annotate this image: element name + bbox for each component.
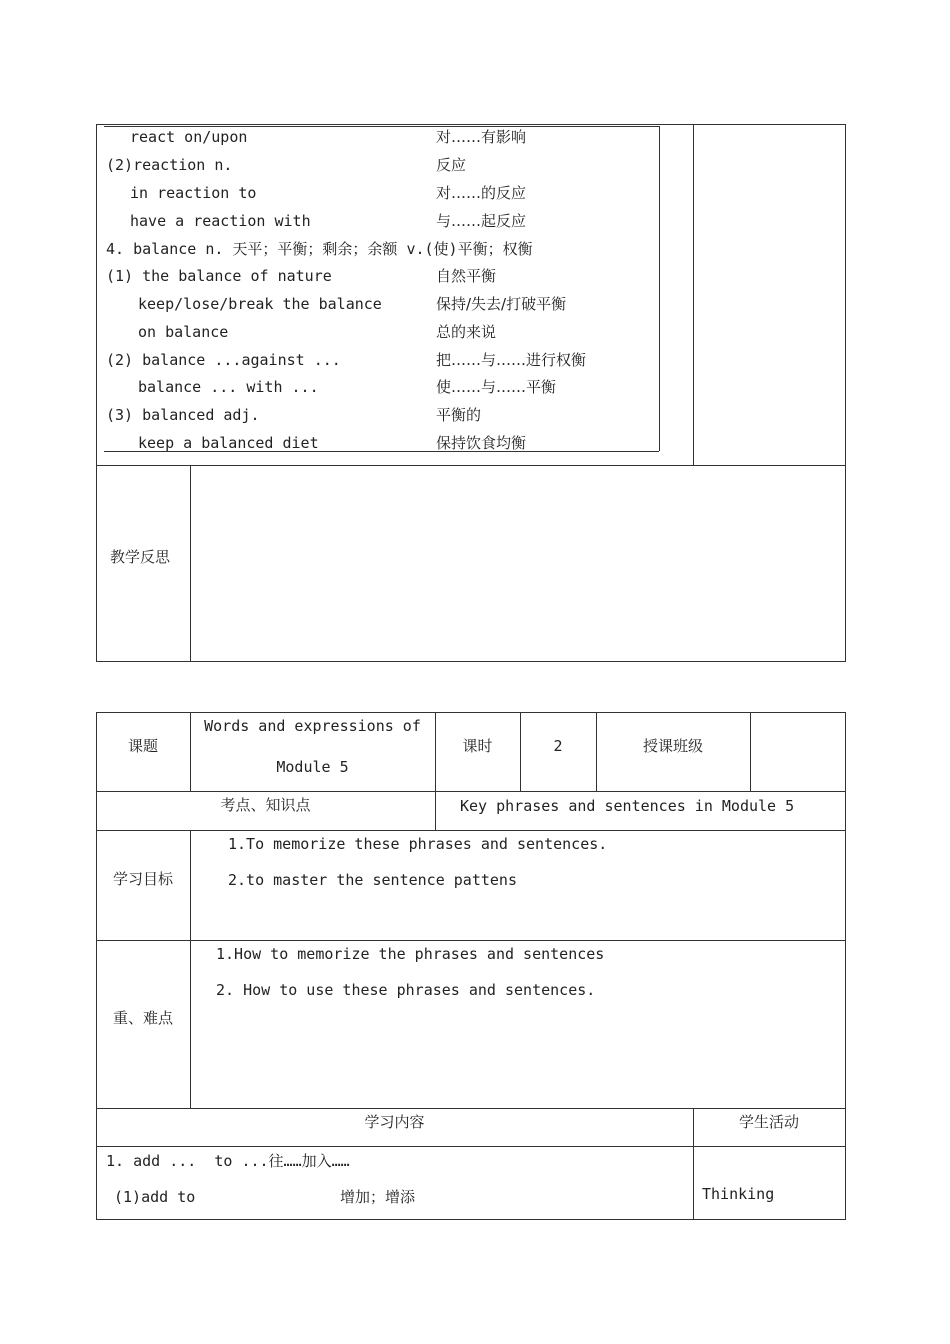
- content-line-1: 1. add ... to ...往……加入……: [106, 1152, 350, 1170]
- points-value: Key phrases and sentences in Module 5: [460, 797, 795, 815]
- vocab-zh-4: 与……起反应: [436, 212, 527, 230]
- vocab-en-12: keep a balanced diet: [138, 434, 319, 452]
- vocab-zh-8: 总的来说: [436, 323, 497, 341]
- content-header: 学习内容: [364, 1113, 425, 1131]
- vocab-zh-1: 对……有影响: [436, 128, 527, 146]
- vocab-zh-11: 平衡的: [436, 406, 482, 424]
- vocab-zh-10: 使……与……平衡: [436, 378, 557, 396]
- vocab-en-8: on balance: [138, 323, 229, 341]
- vocab-zh-7: 保持/失去/打破平衡: [436, 295, 567, 313]
- class-label: 授课班级: [642, 737, 703, 755]
- goal-item-2: 2.to master the sentence pattens: [228, 871, 517, 889]
- points-label: 考点、知识点: [220, 796, 311, 814]
- vocab-en-9: (2) balance ...against ...: [106, 351, 341, 369]
- goal-item-1: 1.To memorize these phrases and sentences.: [228, 835, 608, 853]
- goals-label: 学习目标: [112, 870, 173, 888]
- activity-header: 学生活动: [738, 1113, 799, 1131]
- activity-value: Thinking: [702, 1185, 775, 1203]
- content-line-2-zh: 增加；增添: [340, 1188, 416, 1206]
- reflection-label: 教学反思: [110, 548, 171, 566]
- topic-label: 课题: [127, 737, 158, 755]
- vocab-en-7: keep/lose/break the balance: [138, 295, 382, 313]
- vocab-zh-9: 把……与……进行权衡: [436, 351, 587, 369]
- period-value: 2: [553, 737, 563, 755]
- vocab-zh-12: 保持饮食均衡: [436, 434, 527, 452]
- vocab-en-3: in reaction to: [130, 184, 257, 202]
- content-line-2-en: (1)add to: [114, 1188, 196, 1206]
- vocab-en-10: balance ... with ...: [138, 378, 319, 396]
- vocab-zh-6: 自然平衡: [436, 267, 497, 285]
- vocab-zh-2: 反应: [436, 156, 467, 174]
- vocab-en-11: (3) balanced adj.: [106, 406, 260, 424]
- topic-value-line1: Words and expressions of: [204, 717, 421, 735]
- vocab-heading-balance: 4. balance n. 天平；平衡；剩余；余额 v.(使)平衡；权衡: [106, 240, 533, 258]
- difficulty-label: 重、难点: [112, 1009, 173, 1027]
- vocab-zh-3: 对……的反应: [436, 184, 527, 202]
- difficulty-item-2: 2. How to use these phrases and sentences.: [216, 981, 596, 999]
- difficulty-item-1: 1.How to memorize the phrases and sentences: [216, 945, 605, 963]
- vocab-en-1: react on/upon: [130, 128, 248, 146]
- topic-value-line2: Module 5: [276, 758, 349, 776]
- vocab-en-6: (1) the balance of nature: [106, 267, 332, 285]
- vocab-en-2: (2)reaction n.: [106, 156, 233, 174]
- vocab-en-4: have a reaction with: [130, 212, 311, 230]
- period-label: 课时: [462, 737, 493, 755]
